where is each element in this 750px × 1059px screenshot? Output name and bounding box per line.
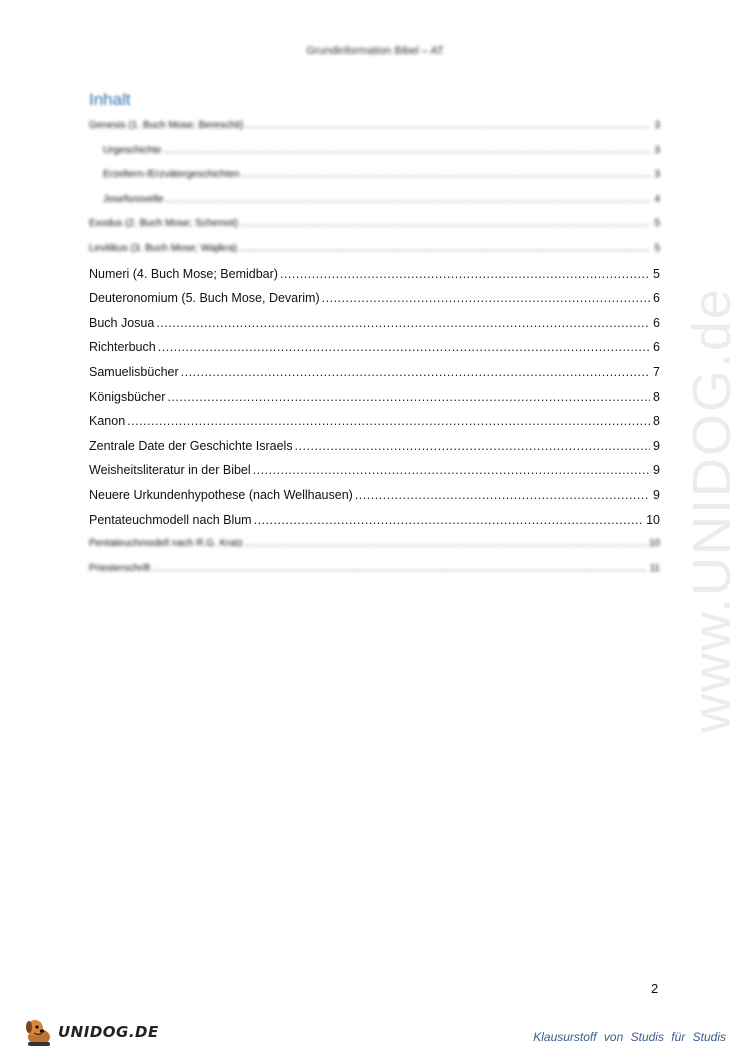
toc-dot-leader	[253, 458, 650, 483]
toc-entry[interactable]	[89, 557, 660, 582]
toc-entry[interactable]	[89, 139, 660, 164]
toc-entry-page: 6	[653, 340, 660, 355]
toc-entry-page: 7	[653, 364, 660, 379]
toc-entry-page: 9	[653, 438, 660, 453]
toc-entry-label: Neuere Urkundenhypothese (nach Wellhausen)	[89, 487, 353, 502]
toc-entry[interactable]	[89, 335, 660, 360]
toc-dot-leader	[156, 311, 650, 336]
toc-entry-page: 8	[653, 389, 660, 404]
toc-dot-leader	[295, 434, 650, 459]
toc-entry-page: 9	[653, 487, 660, 502]
toc-dot-leader	[163, 139, 650, 164]
toc-entry-label: Pentateuchmodell nach R.G. Kratz	[89, 538, 243, 550]
toc-entry-label: Buch Josua	[89, 315, 155, 330]
toc-entry[interactable]	[89, 188, 660, 213]
dog-mascot-icon	[22, 1015, 56, 1049]
toc-entry-label: Genesis (1. Buch Mose; Bereschit)	[89, 120, 244, 131]
toc-entry[interactable]	[89, 532, 660, 557]
watermark: www.UNIDOG.de	[682, 286, 742, 734]
toc-entry-label: Urgeschichte	[103, 144, 162, 156]
toc-entry-label: Weisheitsliteratur in der Bibel	[89, 463, 251, 478]
logo-text: UNIDOG.DE	[58, 1023, 159, 1041]
toc-entry[interactable]	[89, 212, 660, 237]
toc-dot-leader	[245, 532, 647, 557]
toc-entry[interactable]	[89, 360, 660, 385]
toc-entry-label: Pentateuchmodell nach Blum	[89, 512, 252, 527]
toc-dot-leader	[127, 409, 650, 434]
toc-entry-page: 6	[653, 291, 660, 306]
toc-entry[interactable]	[89, 508, 660, 533]
toc-entry-label: Richterbuch	[89, 340, 156, 355]
toc-entry-page: 3	[654, 169, 660, 181]
toc-dot-leader	[166, 188, 650, 213]
toc-dot-leader	[239, 237, 650, 262]
toc-entry-page: 8	[653, 414, 660, 429]
toc-entry-page: 6	[653, 315, 660, 330]
toc-entry[interactable]	[89, 483, 660, 508]
toc-entry[interactable]	[89, 262, 660, 287]
toc-entry-label: Erzeltern-/Erzvätergeschichten	[103, 169, 240, 181]
toc-entry-label: Levitikus (3. Buch Mose; Wajikra)	[89, 242, 238, 254]
toc-entry-page: 4	[654, 193, 660, 205]
toc-entry-label: Kanon	[89, 414, 126, 429]
toc-entry-label: Königsbücher	[89, 389, 166, 404]
toc-dot-leader	[254, 508, 644, 533]
toc-entry[interactable]	[89, 434, 660, 459]
toc-dot-leader	[280, 262, 650, 287]
toc-entry-page: 3	[654, 120, 660, 131]
toc-entry[interactable]	[89, 458, 660, 483]
footer-slogan: Klausurstoff von Studis für Studis	[533, 1030, 726, 1044]
toc-entry[interactable]	[89, 114, 660, 139]
toc-dot-leader	[158, 335, 650, 360]
toc-entry-page: 9	[653, 463, 660, 478]
toc-dot-leader	[242, 163, 650, 188]
toc-entry-label: Samuelisbücher	[89, 364, 179, 379]
running-header: Grundinformation Bibel – AT	[306, 45, 444, 57]
unidog-logo[interactable]	[22, 1015, 159, 1049]
toc-dot-leader	[181, 360, 650, 385]
toc-entry-page: 5	[654, 218, 660, 230]
toc-dot-leader	[240, 212, 650, 237]
toc-entry[interactable]	[89, 385, 660, 410]
toc-entry[interactable]	[89, 409, 660, 434]
toc-dot-leader	[246, 114, 650, 139]
toc-dot-leader	[167, 385, 650, 410]
toc-entry[interactable]	[89, 237, 660, 262]
toc-entry-label: Deuteronomium (5. Buch Mose, Devarim)	[89, 291, 320, 306]
toc-entry[interactable]	[89, 311, 660, 336]
toc-entry[interactable]	[89, 286, 660, 311]
toc-dot-leader	[322, 286, 650, 311]
toc-dot-leader	[355, 483, 650, 508]
toc-entry-page: 10	[646, 512, 660, 527]
toc-entry-page: 11	[649, 562, 660, 574]
toc-entry-label: Priesterschrift	[89, 562, 151, 574]
toc-entry-page: 5	[653, 266, 660, 281]
page-number: 2	[651, 981, 659, 996]
toc-entry-page: 5	[654, 242, 660, 254]
toc-entry-label: Numeri (4. Buch Mose; Bemidbar)	[89, 266, 278, 281]
toc-dot-leader	[152, 557, 647, 582]
toc-entry-label: Exodus (2. Buch Mose; Schemot)	[89, 218, 238, 230]
table-of-contents	[89, 114, 660, 581]
toc-entry-label: Zentrale Date der Geschichte Israels	[89, 438, 293, 453]
toc-title: Inhalt	[89, 90, 131, 109]
toc-entry-page: 10	[648, 538, 660, 550]
toc-entry-label: Josefsnovelle	[103, 193, 164, 205]
toc-entry[interactable]	[89, 163, 660, 188]
toc-entry-page: 3	[654, 144, 660, 156]
